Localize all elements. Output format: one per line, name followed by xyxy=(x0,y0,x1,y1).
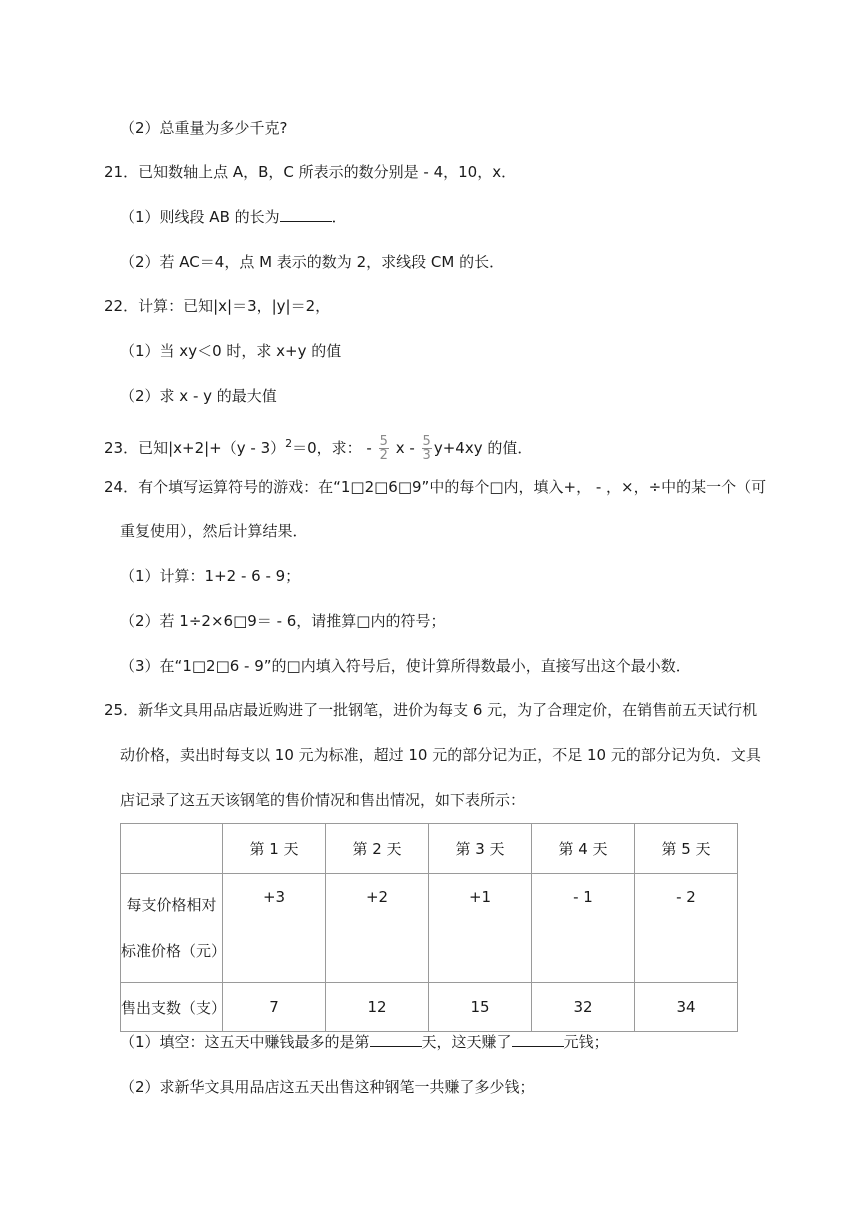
q25-part2: （2）求新华文具用品店这五天出售这种钢笔一共赚了多少钱； xyxy=(120,1078,535,1096)
row-label-price-line2: 标准价格（元） xyxy=(121,942,227,960)
row-label-price-line1: 每支价格相对 xyxy=(126,896,217,914)
q23-stem xyxy=(104,424,532,468)
table-header-row xyxy=(121,824,738,874)
q23-exponent: 2 xyxy=(285,437,293,450)
table-cell: - 2 xyxy=(635,874,738,983)
table-header-day5: 第 5 天 xyxy=(635,824,738,874)
table-cell: +3 xyxy=(223,874,326,983)
answer-blank-day[interactable] xyxy=(370,1032,422,1047)
q22-part2: （2）求 x - y 的最大值 xyxy=(120,387,277,405)
table-cell: 12 xyxy=(326,983,429,1032)
q20-part2: （2）总重量为多少千克? xyxy=(120,119,288,137)
table-header-day4: 第 4 天 xyxy=(532,824,635,874)
q24-part1: （1）计算：1+2 - 6 - 9； xyxy=(120,567,301,585)
q25-stem-2: 动价格，卖出时每支以 10 元为标准，超过 10 元的部分记为正，不足 10 元的部分记为负．文具 xyxy=(120,746,761,764)
answer-blank-amount[interactable] xyxy=(512,1032,564,1047)
table-header-day3: 第 3 天 xyxy=(429,824,532,874)
q24-stem-2: 重复使用），然后计算结果． xyxy=(120,522,308,540)
q25-part1-text-c: 元钱； xyxy=(563,1033,609,1051)
q25-part1 xyxy=(120,1032,609,1052)
table-corner-cell xyxy=(121,824,223,874)
q22-part1: （1）当 xy＜0 时，求 x+y 的值 xyxy=(120,342,342,360)
price-sales-table xyxy=(120,823,738,1032)
q23-text-c: x - xyxy=(395,439,415,457)
table-header-day1: 第 1 天 xyxy=(223,824,326,874)
q25-stem-1: 25．新华文具用品店最近购进了一批钢笔，进价为每支 6 元，为了合理定价，在销售前五天试行机 xyxy=(104,701,758,719)
q24-part2: （2）若 1÷2×6□9＝ - 6，请推算□内的符号； xyxy=(120,612,446,630)
fraction-5-3: $\frac{5}{3}$ xyxy=(422,434,431,463)
table-cell: 7 xyxy=(223,983,326,1032)
table-cell: 32 xyxy=(532,983,635,1032)
q21-stem: 21．已知数轴上点 A，B，C 所表示的数分别是 - 4，10，x． xyxy=(104,163,517,181)
q22-stem: 22．计算：已知|x|＝3，|y|＝2， xyxy=(104,297,331,315)
q24-part3: （3）在“1□2□6 - 9”的□内填入符号后，使计算所得数最小，直接写出这个最小数． xyxy=(120,657,691,675)
q25-part1-text-a: （1）填空：这五天中赚钱最多的是第 xyxy=(120,1033,370,1051)
table-row xyxy=(121,983,738,1032)
q25-stem-3: 店记录了这五天该钢笔的售价情况和售出情况，如下表所示： xyxy=(120,791,526,809)
table-cell: +2 xyxy=(326,874,429,983)
q21-part1 xyxy=(120,207,347,227)
q21-part1-end: ． xyxy=(331,208,347,226)
table-cell: +1 xyxy=(429,874,532,983)
q21-part2: （2）若 AC＝4，点 M 表示的数为 2，求线段 CM 的长． xyxy=(120,253,505,271)
table-cell: 15 xyxy=(429,983,532,1032)
table-header-day2: 第 2 天 xyxy=(326,824,429,874)
row-label-sold: 售出支数（支） xyxy=(121,983,223,1032)
table-row xyxy=(121,874,738,983)
q23-text-a: 23．已知|x+2|+（y - 3） xyxy=(104,439,286,457)
q21-part1-text: （1）则线段 AB 的长为 xyxy=(120,208,280,226)
q23-text-b: ＝0，求： - xyxy=(292,439,372,457)
table-cell: - 1 xyxy=(532,874,635,983)
table-cell: 34 xyxy=(635,983,738,1032)
row-label-price xyxy=(121,874,227,983)
fraction-5-2: $\frac{5}{2}$ xyxy=(379,434,388,463)
q24-stem-1: 24．有个填写运算符号的游戏：在“1□2□6□9”中的每个□内，填入+， - ，×，÷中的某一个（可 xyxy=(104,478,767,496)
q25-part1-text-b: 天，这天赚了 xyxy=(421,1033,512,1051)
answer-blank[interactable] xyxy=(280,207,332,222)
q23-text-d: y+4xy 的值． xyxy=(433,439,533,457)
